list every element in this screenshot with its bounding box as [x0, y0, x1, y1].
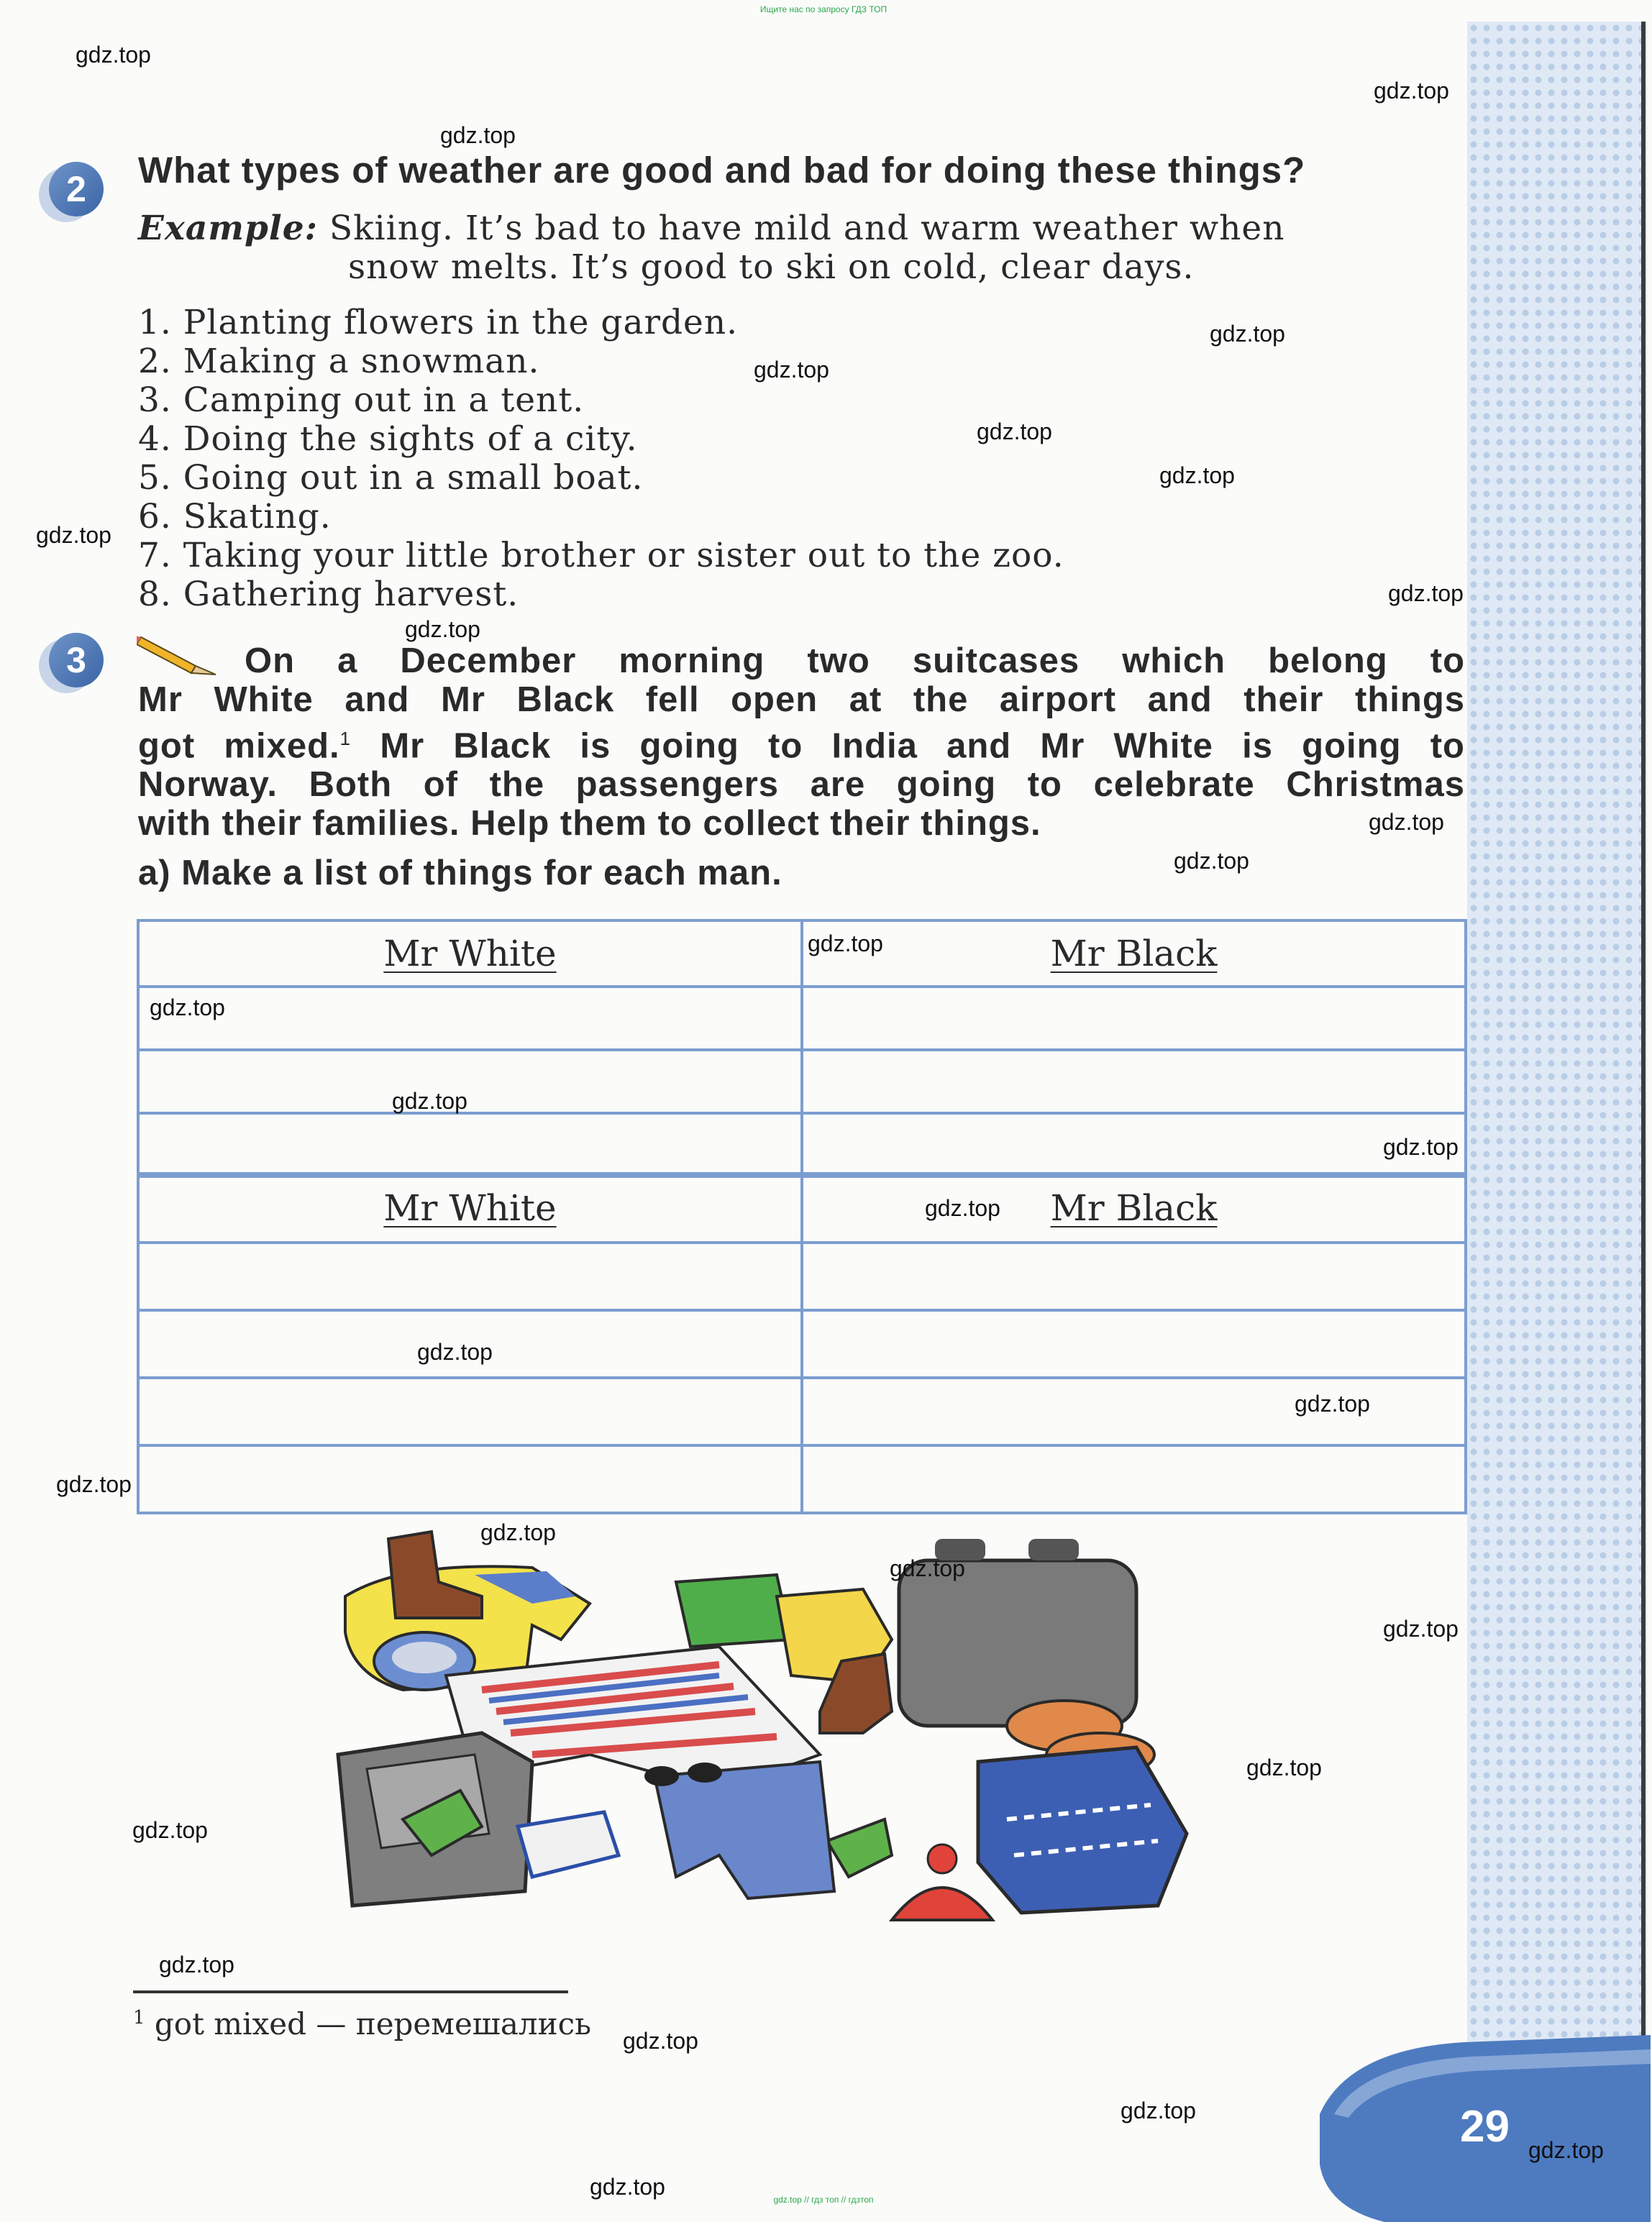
list-item: 7. Taking your little brother or sister out to the zoo. [138, 536, 1064, 575]
list-table-1 [137, 919, 1467, 1178]
list-item: 2. Making a snowman. [138, 342, 540, 381]
task3-line-part: got mixed. [138, 726, 340, 766]
watermark: gdz.top [1369, 809, 1444, 835]
table-row [138, 1243, 1466, 1310]
watermark: gdz.top [76, 42, 151, 68]
input-cell[interactable] [138, 1445, 802, 1513]
watermark: gdz.top [1121, 2098, 1196, 2123]
watermark: gdz.top [1159, 462, 1235, 488]
task3-line: with their families. Help them to collect their things. [138, 804, 1041, 843]
table-row [138, 1113, 1466, 1176]
list-item: 8. Gathering harvest. [138, 575, 519, 614]
table-row [138, 1378, 1466, 1445]
task3-text [138, 641, 1465, 843]
shorts-green [676, 1575, 791, 1647]
watermark: gdz.top [132, 1817, 208, 1843]
table-row [138, 987, 1466, 1050]
list-item: 6. Skating. [138, 497, 332, 536]
example-text: Skiing. It’s bad to have mild and warm weather when [329, 209, 1285, 248]
watermark: gdz.top [1383, 1616, 1459, 1642]
task3-line [138, 719, 1465, 765]
task-number-badge: 3 [49, 633, 104, 687]
task3-line: Mr White and Mr Black fell open at the airport and their things [138, 680, 1465, 719]
watermark: gdz.top [1388, 580, 1464, 606]
luggage-illustration [316, 1517, 1295, 1963]
input-cell[interactable] [802, 1310, 1466, 1378]
footer-note: gdz.top // гдз топ // гдзтоп [773, 2195, 874, 2205]
watermark: gdz.top [623, 2028, 698, 2054]
watermark: gdz.top [1174, 848, 1249, 874]
footnote-divider [133, 1990, 568, 1993]
table-row [138, 1445, 1466, 1513]
watermark: gdz.top [890, 1555, 965, 1581]
column-header-mr-black: Mr Black [802, 1174, 1466, 1243]
footnote-marker: 1 [133, 2007, 145, 2029]
task-number-badge: 2 [49, 162, 104, 216]
watermark: gdz.top [754, 357, 829, 383]
watermark: gdz.top [56, 1471, 132, 1497]
table-row [138, 1310, 1466, 1378]
watermark: gdz.top [36, 522, 111, 548]
watermark: gdz.top [1528, 2137, 1604, 2163]
footnote [133, 2006, 591, 2042]
input-cell[interactable] [802, 1050, 1466, 1113]
table-header-row [138, 1174, 1466, 1243]
page-edge [1641, 22, 1646, 2222]
watermark: gdz.top [808, 931, 883, 956]
table-row [138, 1050, 1466, 1113]
watermark: gdz.top [590, 2174, 665, 2200]
list-item: 5. Going out in a small boat. [138, 458, 644, 498]
watermark: gdz.top [159, 1952, 234, 1978]
column-header-mr-black: Mr Black [802, 920, 1466, 987]
column-header-mr-white: Mr White [138, 920, 802, 987]
input-cell[interactable] [138, 1243, 802, 1310]
input-cell[interactable] [138, 1378, 802, 1445]
example-label: Example: [138, 209, 318, 248]
input-cell[interactable] [138, 987, 802, 1050]
column-header-mr-white: Mr White [138, 1174, 802, 1243]
input-cell[interactable] [138, 1050, 802, 1113]
task3-line: Norway. Both of the passengers are going to celebrate Christmas [138, 765, 1465, 805]
footnote-ref: 1 [339, 728, 352, 749]
side-decoration [1467, 22, 1647, 2064]
task2-title: What types of weather are good and bad for doing these things? [138, 150, 1306, 191]
watermark: gdz.top [1383, 1134, 1459, 1160]
watermark: gdz.top [1374, 78, 1449, 104]
footnote-text: got mixed — перемешались [154, 2006, 591, 2042]
watermark: gdz.top [1295, 1391, 1370, 1417]
list-item: 1. Planting flowers in the garden. [138, 303, 739, 342]
input-cell[interactable] [802, 987, 1466, 1050]
header-note: Ищите нас по запросу ГДЗ ТОП [759, 4, 887, 14]
list-item: 4. Doing the sights of a city. [138, 419, 638, 459]
swim-shorts [518, 1812, 619, 1877]
input-cell[interactable] [802, 1113, 1466, 1176]
watermark: gdz.top [150, 995, 225, 1020]
page-number: 29 [1460, 2102, 1510, 2152]
watermark: gdz.top [977, 419, 1052, 444]
example-second-line: snow melts. It’s good to ski on cold, clear days. [348, 247, 1195, 287]
sweater-blue [978, 1747, 1187, 1913]
watermark: gdz.top [392, 1088, 467, 1114]
task3-line-part: Mr Black is going to India and Mr White is going to [351, 726, 1465, 766]
watermark: gdz.top [1246, 1755, 1322, 1780]
input-cell[interactable] [802, 1445, 1466, 1513]
trousers-blue [654, 1762, 834, 1898]
watermark: gdz.top [925, 1195, 1000, 1221]
watermark: gdz.top [417, 1339, 493, 1365]
watermark: gdz.top [440, 122, 516, 148]
table-header-row [138, 920, 1466, 987]
input-cell[interactable] [802, 1243, 1466, 1310]
list-table-2 [137, 1172, 1467, 1514]
watermark: gdz.top [405, 616, 480, 642]
task3-line: On a December morning two suitcases which belong to [245, 641, 1465, 680]
list-item: 3. Camping out in a tent. [138, 380, 585, 420]
example-first-line [138, 209, 1284, 248]
watermark: gdz.top [480, 1519, 556, 1545]
watermark: gdz.top [1210, 321, 1285, 347]
input-cell[interactable] [138, 1113, 802, 1176]
subtask-a: a) Make a list of things for each man. [138, 854, 782, 892]
